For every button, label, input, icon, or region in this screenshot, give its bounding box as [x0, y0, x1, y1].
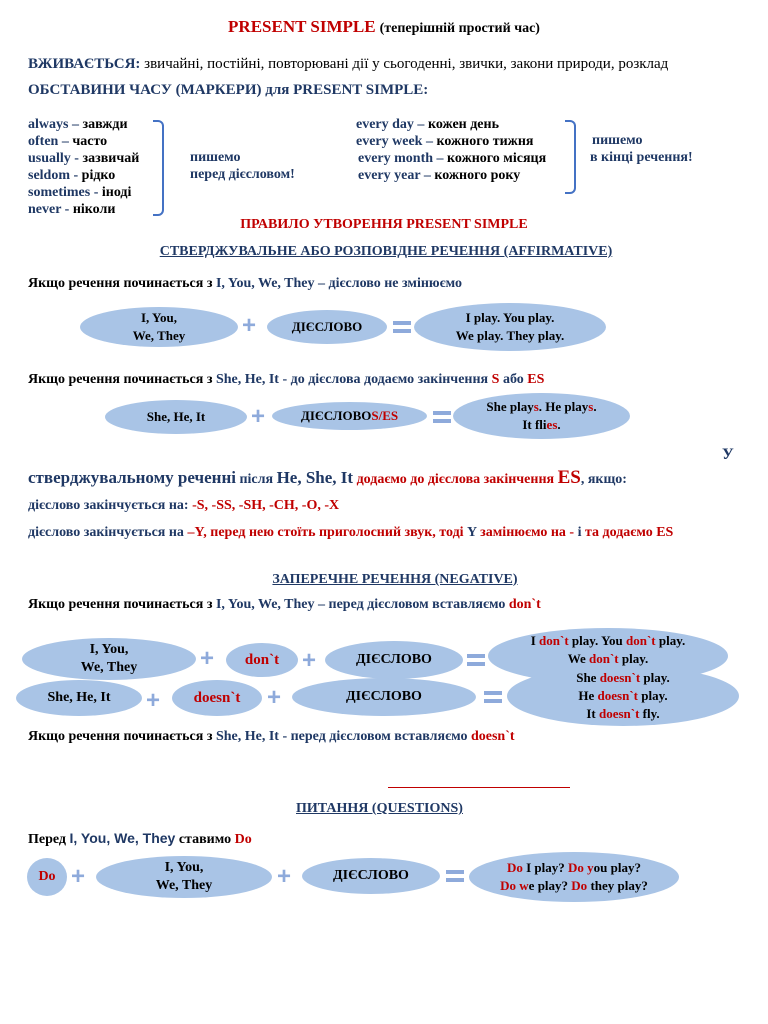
result-oval: I play. You play. We play. They play.: [414, 303, 606, 351]
usage-label: ВЖИВАЄТЬСЯ:: [28, 56, 141, 72]
plus-icon: +: [146, 687, 161, 714]
equals-icon: [433, 411, 451, 423]
aux-oval: Do: [27, 858, 67, 896]
verb-oval: ДІЄСЛОВО: [302, 858, 440, 894]
subject-oval: She, He, It: [16, 680, 142, 716]
verb-oval: ДІЄСЛОВО: [267, 310, 387, 344]
plus-icon: +: [200, 645, 215, 672]
divider-line: [388, 787, 570, 788]
rule-heading: ПРАВИЛО УТВОРЕННЯ PRESENT SIMPLE: [240, 217, 528, 232]
es-note-u: У: [722, 446, 734, 463]
aux-oval: doesn`t: [172, 680, 262, 716]
questions-heading: ПИТАННЯ (QUESTIONS): [296, 801, 463, 816]
verb-oval: ДІЄСЛОВО: [325, 641, 463, 679]
plus-icon: +: [242, 312, 257, 339]
plus-icon: +: [277, 863, 292, 890]
result-oval: She plays. He plays. It flies.: [453, 393, 630, 439]
left-brace-icon: [153, 120, 164, 216]
marker-item: seldom - рідко: [28, 168, 116, 183]
markers-heading: ОБСТАВИНИ ЧАСУ (МАРКЕРИ) для PRESENT SIMPLE:: [28, 82, 429, 98]
equals-icon: [484, 691, 502, 703]
subject-oval: I, You, We, They: [96, 856, 272, 898]
equals-icon: [393, 321, 411, 333]
usage-line: [28, 56, 668, 73]
ending-rule-2: дієслово закінчується на –Y, перед нею стоїть приголосний звук, тоді Y замінюємо на - i та додаємо ES: [28, 525, 674, 540]
right-note-2: в кінці речення!: [590, 150, 693, 165]
verb-oval: ДІЄСЛОВО: [292, 678, 476, 716]
marker-item: usually - зазвичай: [28, 151, 140, 166]
page-title: [0, 17, 768, 37]
left-note-2: перед дієсловом!: [190, 167, 295, 182]
equals-icon: [467, 654, 485, 666]
markers-left-list: [28, 116, 139, 218]
ending-rule-1: дієслово закінчується на: -S, -SS, -SH, -CH, -O, -X: [28, 498, 340, 513]
negative-rule-2: Якщо речення починається з She, He, It - перед дієсловом вставляємо doesn`t: [28, 729, 515, 744]
result-oval: I don`t play. You don`t play. We don`t play.: [488, 628, 728, 684]
left-note-1: пишемо: [190, 150, 241, 165]
result-oval: Do I play? Do you play? Do we play? Do they play?: [469, 852, 679, 902]
verb-oval: ДІЄСЛОВОS/ES: [272, 402, 427, 430]
equals-icon: [446, 870, 464, 882]
plus-icon: +: [302, 647, 317, 674]
plus-icon: +: [267, 684, 282, 711]
subject-oval: I, You, We, They: [80, 307, 238, 347]
usage-text: звичайні, постійні, повторювані дії у сьогоденні, звички, закони природи, розклад: [140, 56, 669, 72]
marker-item: always – завжди: [28, 117, 128, 132]
questions-rule: Перед I, You, We, They ставимо Do: [28, 830, 252, 847]
right-note-1: пишемо: [592, 133, 643, 148]
right-brace-icon: [565, 120, 576, 194]
affirmative-rule-2: Якщо речення починається з She, He, It - до дієслова додаємо закінчення S або ES: [28, 372, 545, 387]
affirmative-rule-1: Якщо речення починається з I, You, We, They – дієслово не змінюємо: [28, 276, 463, 291]
marker-item: every month – кожного місяця: [358, 151, 547, 166]
plus-icon: +: [71, 863, 86, 890]
subject-oval: I, You, We, They: [22, 638, 196, 680]
aux-oval: don`t: [226, 643, 298, 677]
negative-heading: ЗАПЕРЕЧНЕ РЕЧЕННЯ (NEGATIVE): [272, 572, 518, 587]
marker-item: every year – кожного року: [358, 168, 521, 183]
affirmative-heading: СТВЕРДЖУВАЛЬНЕ АБО РОЗПОВІДНЕ РЕЧЕННЯ (AFFIRMATIVE): [159, 244, 613, 259]
es-note: стверджувальному реченні після He, She, It додаємо до дієслова закінчення ES, якщо:: [28, 467, 627, 488]
marker-item: often – часто: [28, 134, 108, 149]
marker-item: every day – кожен день: [356, 117, 499, 132]
result-oval: She doesn`t play. He doesn`t play. It doesn`t fly.: [507, 666, 739, 726]
marker-item: every week – кожного тижня: [356, 134, 534, 149]
title-sub: (теперішній простий час): [379, 21, 540, 36]
plus-icon: +: [251, 403, 266, 430]
subject-oval: She, He, It: [105, 400, 247, 434]
marker-item: sometimes - іноді: [28, 185, 132, 200]
negative-rule-1: Якщо речення починається з I, You, We, They – перед дієсловом вставляємо don`t: [28, 597, 541, 612]
title-main: PRESENT SIMPLE: [228, 17, 376, 36]
markers-right-list: [356, 116, 546, 184]
marker-item: never - ніколи: [28, 202, 116, 217]
